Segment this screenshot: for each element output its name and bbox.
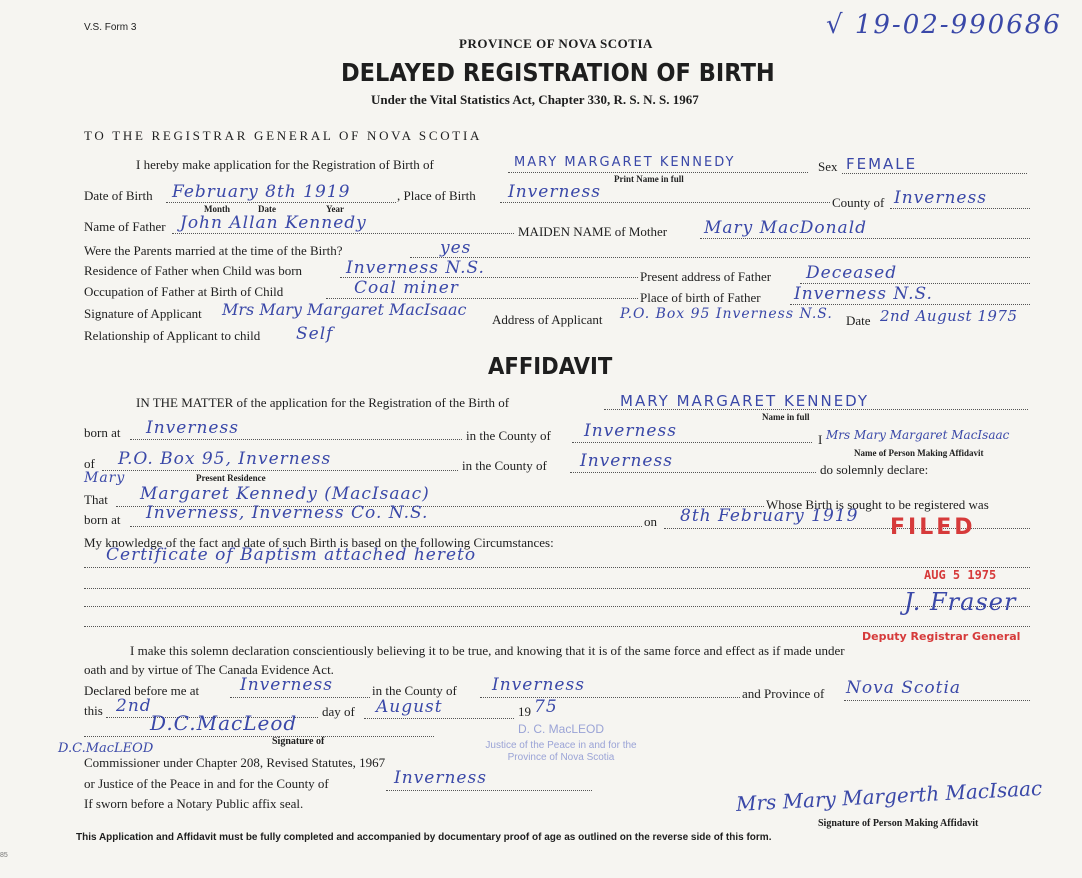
jp-stamp-name: D. C. MacLEOD xyxy=(517,722,604,736)
residence-caption: Present Residence xyxy=(196,473,266,483)
matter-label: IN THE MATTER of the application for the Registration of the Birth of xyxy=(136,395,510,410)
province-value: Nova Scotia xyxy=(846,678,962,698)
province-heading: PROVINCE OF NOVA SCOTIA xyxy=(459,36,653,51)
name-caption: Name in full xyxy=(762,412,810,422)
justice-county-value: Inverness xyxy=(394,768,487,788)
signature-of-label: Signature of xyxy=(272,736,325,747)
county-value-2: Inverness xyxy=(580,451,673,471)
province-label: and Province of xyxy=(742,686,825,701)
commissioner-name: D.C.MacLEOD xyxy=(58,741,154,756)
father-res-value: Inverness N.S. xyxy=(346,258,485,278)
notary-line: If sworn before a Notary Public affix seal. xyxy=(84,796,304,811)
margin-code: 85 xyxy=(0,852,8,859)
in-county-label-2: in the County of xyxy=(462,458,547,473)
registrar-title-stamp: Deputy Registrar General xyxy=(862,630,1021,643)
to-line: TO THE REGISTRAR GENERAL OF NOVA SCOTIA xyxy=(84,128,483,143)
filed-date-stamp: AUG 5 1975 xyxy=(924,568,997,582)
born-at-label: born at xyxy=(84,425,121,440)
document-title: DELAYED REGISTRATION OF BIRTH xyxy=(341,58,775,87)
jp-stamp-line2: Province of Nova Scotia xyxy=(507,752,615,763)
declared-county-value: Inverness xyxy=(492,675,585,695)
declare-label: do solemnly declare: xyxy=(820,462,929,477)
father-occ-value: Coal miner xyxy=(354,278,459,298)
commissioner-line: Commissioner under Chapter 208, Revised Statutes, 1967 xyxy=(84,755,386,770)
mother-value: Mary MacDonald xyxy=(704,218,868,238)
father-res-label: Residence of Father when Child was born xyxy=(84,263,303,278)
affiant-signature: Mrs Mary Margerth MacIsaac xyxy=(735,775,1043,816)
circumstances-value: Certificate of Baptism attached hereto xyxy=(106,545,477,565)
place-value: Inverness xyxy=(508,182,601,202)
sex-label: Sex xyxy=(818,159,838,174)
declared-at-value: Inverness xyxy=(240,675,333,695)
married-label: Were the Parents married at the time of the Birth? xyxy=(84,243,343,258)
date-label: Date xyxy=(846,313,871,328)
father-pob-label: Place of birth of Father xyxy=(640,290,761,305)
affiant-caption: Name of Person Making Affidavit xyxy=(854,448,984,458)
applicant-sig-label: Signature of Applicant xyxy=(84,306,202,321)
matter-name: MARY MARGARET KENNEDY xyxy=(620,392,870,410)
declared-label: Declared before me at xyxy=(84,683,200,698)
affiant-signature-caption: Signature of Person Making Affidavit xyxy=(818,818,979,829)
born-at-label-2: born at xyxy=(84,512,121,527)
mother-label: MAIDEN NAME of Mother xyxy=(518,224,668,239)
father-label: Name of Father xyxy=(84,219,166,234)
year-suffix: 75 xyxy=(534,697,558,717)
affidavit-heading: AFFIDAVIT xyxy=(488,354,613,380)
intro-label: I hereby make application for the Registration of Birth of xyxy=(136,157,434,172)
of-value: P.O. Box 95, Inverness xyxy=(118,449,332,469)
year-caption: Year xyxy=(326,204,344,214)
declaration-2: oath and by virtue of The Canada Evidence Act. xyxy=(84,662,334,677)
affiant-prefix: I xyxy=(818,432,823,447)
county-value: Inverness xyxy=(894,188,987,208)
father-occ-label: Occupation of Father at Birth of Child xyxy=(84,284,284,299)
declared-county-label: in the County of xyxy=(372,683,457,698)
applicant-addr-label: Address of Applicant xyxy=(492,312,603,327)
footer-note: This Application and Affidavit must be fully completed and accompanied by documentary proof of age as outlined on the reverse side of this form. xyxy=(76,832,772,843)
affiant-value: Mrs Mary Margaret MacIsaac xyxy=(826,428,1010,442)
place-label: , Place of Birth xyxy=(397,188,476,203)
filed-stamp: FILED xyxy=(890,515,976,540)
married-value: yes xyxy=(440,238,472,258)
on-value: 8th February 1919 xyxy=(680,506,859,526)
dob-label: Date of Birth xyxy=(84,188,153,203)
that-insert: Mary xyxy=(84,470,126,486)
born-at-value-2: Inverness, Inverness Co. N.S. xyxy=(146,503,429,523)
print-caption: Print Name in full xyxy=(614,174,684,184)
sex-value: FEMALE xyxy=(846,155,918,173)
form-code: V.S. Form 3 xyxy=(84,22,137,33)
justice-line: or Justice of the Peace in and for the County of xyxy=(84,776,329,791)
this-label: this xyxy=(84,703,103,718)
county-value-affidavit: Inverness xyxy=(584,421,677,441)
father-addr-value: Deceased xyxy=(806,263,898,283)
declaration-1: I make this solemn declaration conscientiously believing it to be true, and knowing that it is of the same force and effect as if made under xyxy=(130,643,845,658)
month-caption: Month xyxy=(204,204,231,214)
whose-label: Whose Birth is sought to be registered was xyxy=(766,497,989,512)
on-label: on xyxy=(644,514,657,529)
dob-value: February 8th 1919 xyxy=(172,182,351,202)
that-value: Margaret Kennedy (MacIsaac) xyxy=(140,484,430,504)
date-value: 2nd August 1975 xyxy=(880,307,1018,325)
file-number: √ 19-02-990686 xyxy=(826,10,1062,40)
date-caption: Date xyxy=(258,204,276,214)
jp-stamp-line1: Justice of the Peace in and for the xyxy=(485,740,637,751)
knowledge-label: My knowledge of the fact and date of such Birth is based on the following Circumstances: xyxy=(84,535,554,550)
child-name: MARY MARGARET KENNEDY xyxy=(514,155,736,170)
commissioner-signature: D.C.MacLeod xyxy=(150,711,298,735)
of-label: of xyxy=(84,456,95,471)
county-label: County of xyxy=(832,195,885,210)
year-prefix: 19 xyxy=(518,704,531,719)
this-value: 2nd xyxy=(116,696,152,716)
relationship-label: Relationship of Applicant to child xyxy=(84,328,261,343)
applicant-addr-value: P.O. Box 95 Inverness N.S. xyxy=(620,306,833,322)
born-at-value: Inverness xyxy=(146,418,239,438)
day-of-label: day of xyxy=(322,704,355,719)
registrar-signature: J. Fraser xyxy=(904,588,1017,616)
applicant-sig-value: Mrs Mary Margaret MacIsaac xyxy=(222,300,467,319)
document-subtitle: Under the Vital Statistics Act, Chapter 330, R. S. N. S. 1967 xyxy=(371,92,699,107)
in-county-label: in the County of xyxy=(466,428,551,443)
father-value: John Allan Kennedy xyxy=(180,213,367,233)
that-label: That xyxy=(84,492,108,507)
father-pob-value: Inverness N.S. xyxy=(794,284,933,304)
father-addr-label: Present address of Father xyxy=(640,269,772,284)
relationship-value: Self xyxy=(296,324,334,344)
month-value: August xyxy=(376,697,443,717)
